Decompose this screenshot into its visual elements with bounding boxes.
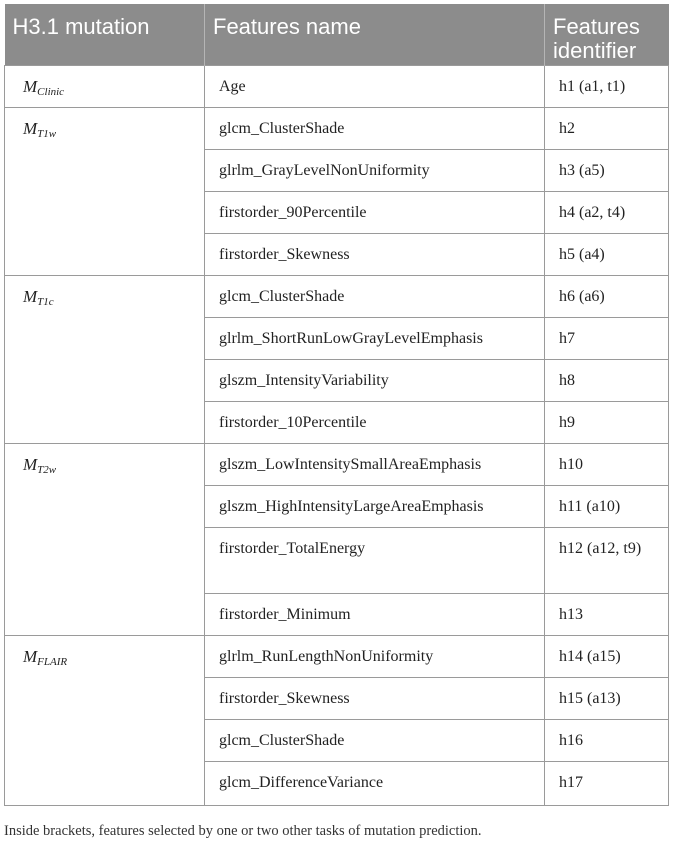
feature-name-cell: Age xyxy=(205,65,545,107)
mutation-cell xyxy=(5,275,205,443)
table-row xyxy=(5,635,669,677)
table-row xyxy=(5,65,669,107)
table-row xyxy=(5,107,669,149)
feature-identifier-cell: h3 (a5) xyxy=(545,149,669,191)
feature-identifier-cell: h12 (a12, t9) xyxy=(545,527,669,593)
feature-name-cell: glrlm_ShortRunLowGrayLevelEmphasis xyxy=(205,317,545,359)
mutation-subscript: T2w xyxy=(37,463,57,476)
mutation-subscript: Clinic xyxy=(37,85,65,98)
table-body xyxy=(5,65,669,805)
feature-identifier-cell: h15 (a13) xyxy=(545,677,669,719)
feature-identifier-cell: h5 (a4) xyxy=(545,233,669,275)
feature-name-cell: glrlm_RunLengthNonUniformity xyxy=(205,635,545,677)
feature-table xyxy=(4,4,669,806)
feature-identifier-cell: h1 (a1, t1) xyxy=(545,65,669,107)
mutation-cell xyxy=(5,65,205,107)
header-row xyxy=(5,4,669,65)
mutation-symbol: M xyxy=(23,454,38,474)
mutation-symbol: M xyxy=(23,118,38,138)
feature-identifier-cell: h4 (a2, t4) xyxy=(545,191,669,233)
feature-table-container xyxy=(4,4,668,806)
table-footnote: Inside brackets, features selected by one or two other tasks of mutation prediction. xyxy=(4,823,482,839)
feature-name-cell: glszm_IntensityVariability xyxy=(205,359,545,401)
header-mutation: H3.1 mutation xyxy=(5,4,205,65)
table-row xyxy=(5,275,669,317)
feature-name-cell: glszm_HighIntensityLargeAreaEmphasis xyxy=(205,485,545,527)
feature-identifier-cell: h14 (a15) xyxy=(545,635,669,677)
feature-name-cell: firstorder_Skewness xyxy=(205,233,545,275)
feature-identifier-cell: h11 (a10) xyxy=(545,485,669,527)
mutation-subscript: T1w xyxy=(37,127,57,140)
feature-name-cell: glszm_LowIntensitySmallAreaEmphasis xyxy=(205,443,545,485)
feature-name-cell: firstorder_90Percentile xyxy=(205,191,545,233)
mutation-symbol: M xyxy=(23,286,38,306)
mutation-cell xyxy=(5,635,205,805)
feature-name-cell: glrlm_GrayLevelNonUniformity xyxy=(205,149,545,191)
table-header xyxy=(5,4,669,65)
feature-name-cell: glcm_ClusterShade xyxy=(205,107,545,149)
feature-identifier-cell: h6 (a6) xyxy=(545,275,669,317)
feature-identifier-cell: h8 xyxy=(545,359,669,401)
feature-name-cell: glcm_DifferenceVariance xyxy=(205,761,545,805)
header-features-identifier: Features identifier xyxy=(545,4,669,65)
feature-name-cell: glcm_ClusterShade xyxy=(205,719,545,761)
feature-name-cell: firstorder_Skewness xyxy=(205,677,545,719)
feature-name-cell: glcm_ClusterShade xyxy=(205,275,545,317)
feature-identifier-cell: h16 xyxy=(545,719,669,761)
header-features-name: Features name xyxy=(205,4,545,65)
feature-identifier-cell: h2 xyxy=(545,107,669,149)
feature-identifier-cell: h17 xyxy=(545,761,669,805)
mutation-cell xyxy=(5,107,205,275)
feature-identifier-cell: h9 xyxy=(545,401,669,443)
feature-name-cell: firstorder_Minimum xyxy=(205,593,545,635)
feature-name-cell: firstorder_TotalEnergy xyxy=(205,527,545,593)
feature-identifier-cell: h10 xyxy=(545,443,669,485)
mutation-subscript: T1c xyxy=(37,295,54,308)
mutation-subscript: FLAIR xyxy=(37,655,68,668)
feature-identifier-cell: h7 xyxy=(545,317,669,359)
feature-identifier-cell: h13 xyxy=(545,593,669,635)
mutation-cell xyxy=(5,443,205,635)
mutation-symbol: M xyxy=(23,646,38,666)
mutation-symbol: M xyxy=(23,76,38,96)
feature-name-cell: firstorder_10Percentile xyxy=(205,401,545,443)
table-row xyxy=(5,443,669,485)
